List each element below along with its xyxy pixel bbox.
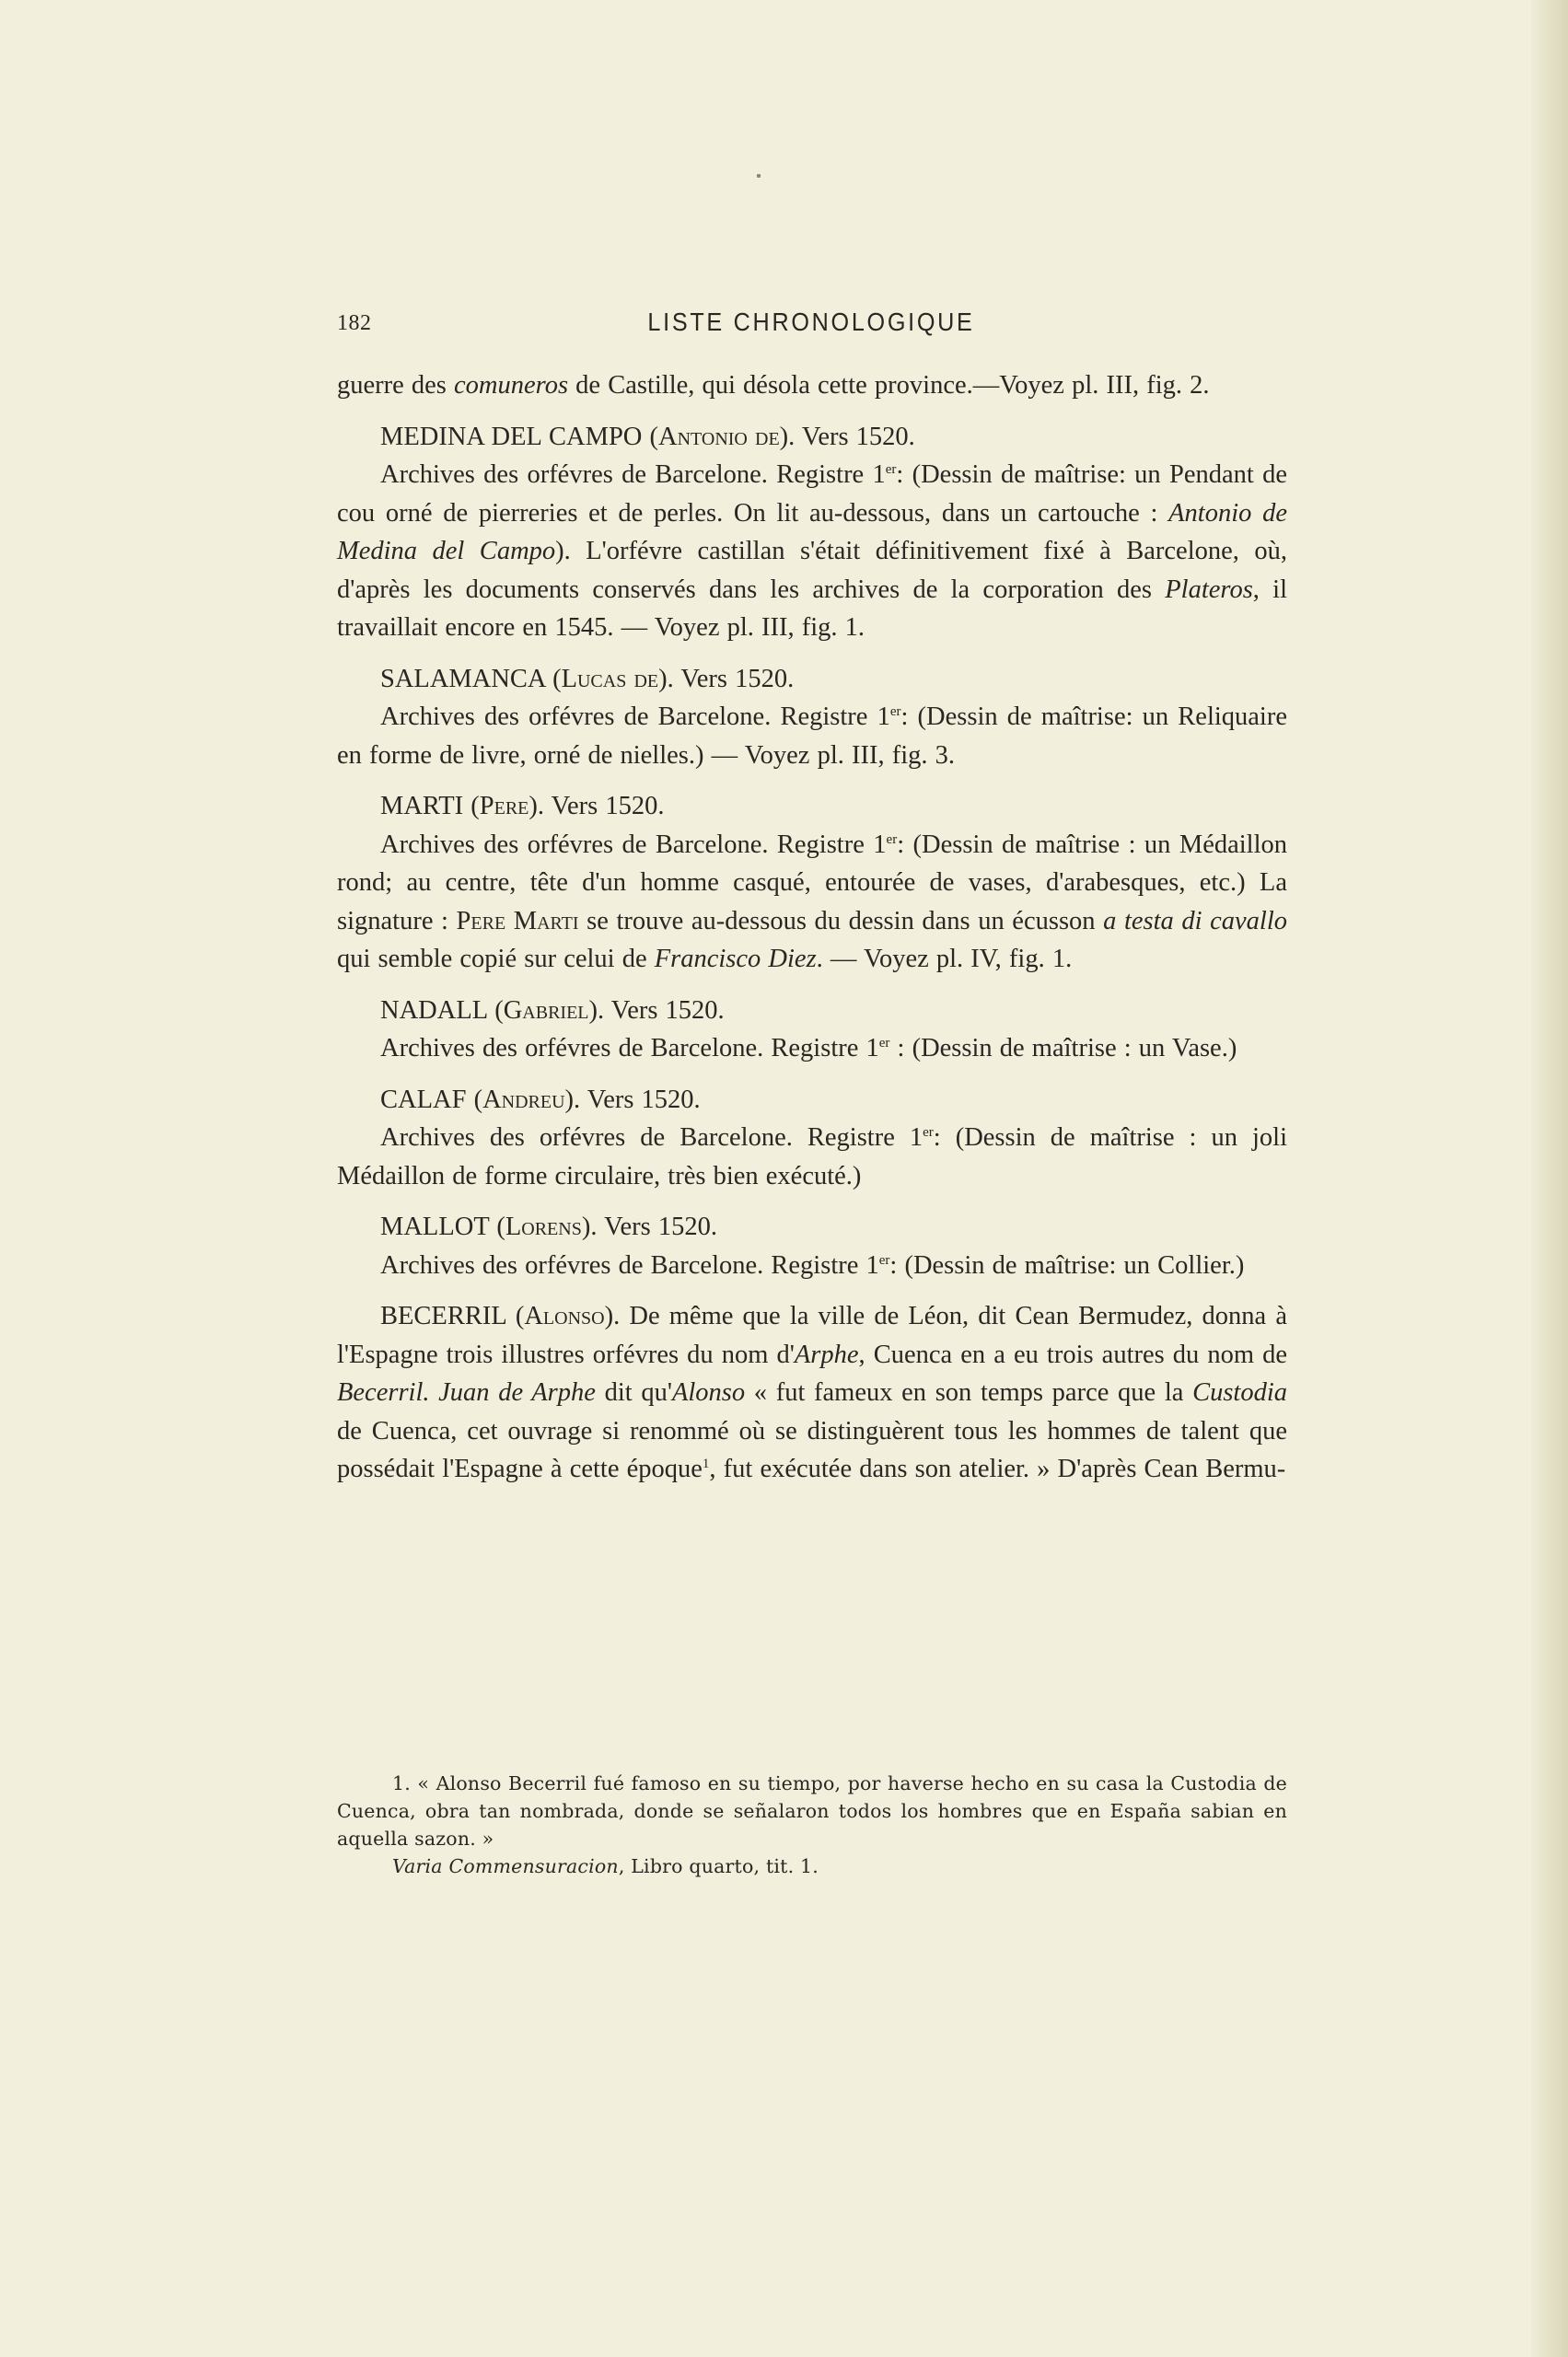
text-run: , Cuenca en a eu trois autres du nom de — [858, 1340, 1287, 1369]
footnote — [337, 1770, 1287, 1880]
entry-heading: SALAMANCA (Lucas de). Vers 1520. — [380, 664, 795, 693]
entry-text — [337, 698, 1287, 774]
entry-name: NADALL — [380, 995, 488, 1025]
superscript: er — [886, 831, 898, 847]
entry-paragraph-becerril: BECERRIL (Alonso). De même que la ville de Léon, dit Cean Bermudez, donna à l'Espagne trois illustres orfévres du nom d'Arphe, Cuenca en a eu trois autres du nom de Becerril. Juan de Arphe dit qu'Alonso « fut fameux en son temps parce que la Custodia de Cuenca, cet ouvrage si renommé où se distinguèrent tous les hommes de talent que possédait l'Espagne à cette époque$^1$, fut exécutée dans son atelier. » D'après Cean Bermu- — [337, 1302, 1288, 1483]
text-run: de Castille, qui désola cette province.—Voyez pl. III, fig. 2. — [568, 371, 1210, 400]
footnote-text — [337, 1770, 1287, 1852]
entry-text — [337, 456, 1287, 647]
italic-term: a testa di cavallo — [1103, 906, 1287, 935]
continuation-paragraph — [337, 366, 1287, 405]
text-run: . De même que la ville de Léon, dit Cean Bermudez, donna à l'Espagne trois illustres orfévres du nom d' — [337, 1302, 1287, 1369]
text-run: : (Dessin de maîtrise : un Vase.) — [889, 1034, 1237, 1062]
text-run: Archives des orfévres de Barcelone. Registre 1 — [380, 460, 886, 489]
italic-term: comuneros — [454, 371, 569, 400]
superscript: er — [889, 704, 901, 719]
text-run: : (Dessin de maîtrise: un Reliquaire en forme de livre, orné de nielles.) — Voyez pl. III, fig. 3. — [337, 702, 1287, 770]
entry-name: MALLOT — [380, 1213, 490, 1241]
entry-text — [337, 1029, 1287, 1068]
text-run: Archives des orfévres de Barcelone. Registre 1 — [380, 1250, 879, 1280]
superscript: er — [923, 1125, 934, 1140]
text-run: Archives des orfévres de Barcelone. Registre 1 — [380, 1123, 923, 1152]
text-run: se trouve au-dessous du dessin dans un écusson — [578, 906, 1104, 935]
superscript: er — [878, 1036, 890, 1051]
superscript: er — [878, 1252, 890, 1268]
footnote-reference[interactable]: 1 — [702, 1457, 710, 1471]
entry-name: BECERRIL — [380, 1302, 506, 1330]
text-run: : (Dessin de maîtrise : un Médaillon rond; au centre, tête d'un homme casqué, entourée de vases, d'arabesques, etc.) La signature : — [337, 830, 1287, 935]
text-run: Archives des orfévres de Barcelone. Registre 1 — [380, 702, 890, 731]
footnote-quote: « Alonso Becerril fué famoso en su tiempo, por haverse hecho en su casa la Custodia de Cuenca, obra tan nombrada, donde se señalaron todos los hombres que en España sabian en aquella sazon. » — [337, 1772, 1287, 1850]
text-run: : (Dessin de maîtrise : un joli Médaillon de forme circulaire, très bien exécuté.) — [337, 1123, 1287, 1190]
italic-term: Arphe — [794, 1340, 859, 1369]
entry-date: . Vers 1520. — [537, 792, 665, 820]
entry-text — [337, 826, 1287, 979]
entry-heading: CALAF (Andreu). Vers 1520. — [380, 1085, 701, 1114]
text-run: « fut fameux en son temps parce que la — [745, 1378, 1193, 1407]
entry-given-name: Andreu — [482, 1085, 565, 1114]
text-run: de Cuenca, cet ouvrage si renommé où se distinguèrent tous les hommes de talent que possédait l'Espagne à cette époque — [337, 1416, 1287, 1483]
entry-name: MARTI — [380, 792, 464, 820]
text-run: Archives des orfévres de Barcelone. Registre 1 — [380, 1034, 879, 1062]
source-detail: , Libro quarto, tit. 1. — [618, 1855, 819, 1877]
entry-heading: MARTI (Pere). Vers 1520. — [380, 792, 665, 820]
entry-date: . Vers 1520. — [590, 1213, 717, 1241]
running-title: LISTE CHRONOLOGIQUE — [647, 308, 975, 336]
footnote-number: 1. — [392, 1772, 411, 1794]
text-run: . — Voyez pl. IV, fig. 1. — [816, 945, 1073, 973]
entry-heading: MEDINA DEL CAMPO (Antonio de). Vers 1520. — [380, 422, 915, 451]
italic-term: Francisco Diez — [654, 945, 817, 973]
entry-given-name: Lorens — [505, 1213, 582, 1241]
entry-date: . Vers 1520. — [667, 664, 795, 693]
text-run: dit qu' — [595, 1378, 672, 1407]
superscript: er — [885, 462, 897, 477]
text-run: , fut exécutée dans son atelier. » D'après Cean Bermu- — [709, 1455, 1286, 1483]
entry-date: . Vers 1520. — [574, 1085, 701, 1114]
entry-given-name: Lucas de — [561, 664, 659, 693]
text-run: : (Dessin de maîtrise: un Pendant de cou orné de pierreries et de perles. On lit au-dessous, dans un cartouche : — [337, 460, 1287, 528]
page-header — [337, 308, 1285, 344]
entry-name: CALAF — [380, 1085, 467, 1114]
entry-heading: NADALL (Gabriel). Vers 1520. — [380, 995, 725, 1025]
entry-date: . Vers 1520. — [598, 995, 725, 1025]
entry-given-name: Antonio de — [658, 422, 780, 451]
text-run: qui semble copié sur celui de — [337, 945, 655, 973]
italic-term: Plateros — [1165, 575, 1253, 604]
page-number: 182 — [337, 311, 372, 335]
entry-given-name: Alonso — [524, 1302, 605, 1330]
entry-given-name: Pere — [479, 792, 529, 820]
entry-date: . Vers 1520. — [788, 422, 915, 451]
text-run: ). L'orfévre castillan s'était définitivement fixé à Barcelone, où, d'après les documents conservés dans les archives de la corporation des — [337, 537, 1287, 604]
italic-term: Alonso — [671, 1378, 746, 1407]
entry-name: MEDINA DEL CAMPO — [380, 422, 643, 451]
body-text — [337, 366, 1287, 1489]
signature-name: Pere Marti — [456, 906, 579, 935]
entry-name: SALAMANCA — [380, 664, 545, 693]
entry-text — [337, 1119, 1287, 1195]
italic-term: Becerril. Juan de Arphe — [337, 1378, 596, 1407]
italic-term: Custodia — [1192, 1378, 1288, 1407]
page-edge-shadow — [1531, 0, 1568, 2357]
entry-heading: MALLOT (Lorens). Vers 1520. — [380, 1213, 717, 1241]
entry-given-name: Gabriel — [503, 995, 589, 1025]
entry-text — [337, 1247, 1287, 1285]
text-run: guerre des — [337, 371, 455, 400]
text-run: , il travaillait encore en 1545. — Voyez pl. III, fig. 1. — [337, 575, 1287, 642]
text-run: Archives des orfévres de Barcelone. Registre 1 — [380, 830, 887, 859]
text-run: : (Dessin de maîtrise: un Collier.) — [889, 1250, 1245, 1280]
source-title: Varia Commensuracion — [392, 1855, 619, 1877]
paper-speck — [757, 174, 761, 178]
footnote-source — [337, 1852, 1287, 1880]
italic-term: Antonio de Medina del Campo — [337, 498, 1288, 565]
